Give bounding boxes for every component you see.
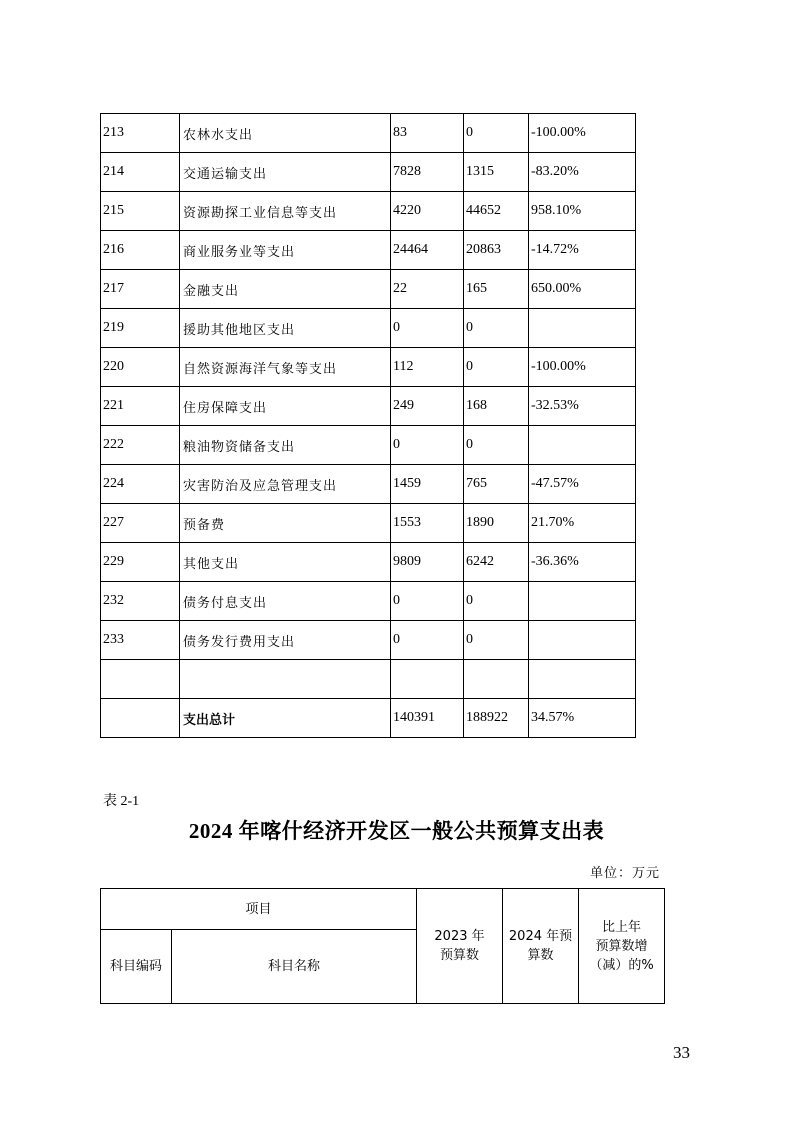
unit-label: 单位：万元 [589,866,660,881]
cell-change [529,660,636,699]
cell-name: 金融支出 [180,270,391,309]
change-header-line1: 比上年 [602,919,642,935]
y2023-header-line1: 2023 年 [434,929,485,944]
cell-name: 灾害防治及应急管理支出 [180,465,391,504]
cell-name: 其他支出 [180,543,391,582]
cell-code: 214 [101,153,180,192]
cell-name: 债务付息支出 [180,582,391,621]
cell-2023: 9809 [391,543,464,582]
table-row [101,387,636,426]
cell-name: 粮油物资储备支出 [180,426,391,465]
table-row [101,426,636,465]
cell-2023: 112 [391,348,464,387]
change-header-line2: 预算数增 [595,938,648,954]
cell-2024: 6242 [464,543,529,582]
cell-2023: 83 [391,114,464,153]
item-header: 项目 [101,889,417,930]
cell-code: 229 [101,543,180,582]
cell-2024: 188922 [464,699,529,738]
expenditure-table-continued [100,113,636,738]
cell-change: -83.20% [529,153,636,192]
change-header-line3: （减）的% [589,957,654,973]
table-row [101,504,636,543]
change-header [579,889,665,1004]
table-row [101,348,636,387]
cell-change: -47.57% [529,465,636,504]
cell-name: 债务发行费用支出 [180,621,391,660]
cell-2023: 0 [391,426,464,465]
cell-2024: 1890 [464,504,529,543]
cell-2024: 20863 [464,231,529,270]
cell-2023: 0 [391,309,464,348]
cell-2024: 0 [464,426,529,465]
cell-2023: 140391 [391,699,464,738]
cell-name: 农林水支出 [180,114,391,153]
expenditure-table-header [100,888,665,1004]
cell-2024: 0 [464,621,529,660]
cell-change [529,426,636,465]
table-row [101,114,636,153]
table-caption: 表 2-1 [103,794,140,809]
cell-code: 213 [101,114,180,153]
total-row [101,699,636,738]
cell-2023: 4220 [391,192,464,231]
y2024-header [503,889,579,1004]
cell-change [529,621,636,660]
cell-2023: 0 [391,582,464,621]
cell-2024: 0 [464,582,529,621]
cell-2023: 22 [391,270,464,309]
cell-2024: 0 [464,114,529,153]
cell-2023: 1459 [391,465,464,504]
cell-name: 商业服务业等支出 [180,231,391,270]
cell-2024: 0 [464,348,529,387]
page-title: 2024 年喀什经济开发区一般公共预算支出表 [188,819,605,843]
cell-2024 [464,660,529,699]
cell-2024: 44652 [464,192,529,231]
cell-name: 住房保障支出 [180,387,391,426]
cell-2023: 1553 [391,504,464,543]
cell-change: -32.53% [529,387,636,426]
cell-change [529,309,636,348]
cell-code: 224 [101,465,180,504]
cell-2024: 1315 [464,153,529,192]
cell-change: 21.70% [529,504,636,543]
table-row [101,660,636,699]
cell-change: -100.00% [529,348,636,387]
cell-code: 215 [101,192,180,231]
cell-code: 232 [101,582,180,621]
cell-name [180,660,391,699]
table-row [101,192,636,231]
cell-code [101,699,180,738]
y2024-header-line1: 2024 年预 [508,929,573,944]
page-number: 33 [673,1043,690,1062]
cell-change: -100.00% [529,114,636,153]
cell-code: 221 [101,387,180,426]
cell-change: 958.10% [529,192,636,231]
name-header: 科目名称 [172,930,417,1004]
cell-code [101,660,180,699]
cell-2024: 165 [464,270,529,309]
cell-change: -14.72% [529,231,636,270]
cell-name: 支出总计 [180,699,391,738]
cell-name: 交通运输支出 [180,153,391,192]
cell-name: 援助其他地区支出 [180,309,391,348]
cell-2023: 249 [391,387,464,426]
table-row [101,465,636,504]
cell-code: 220 [101,348,180,387]
table-row [101,270,636,309]
cell-code: 222 [101,426,180,465]
y2023-header-line2: 预算数 [440,948,480,963]
cell-change: 34.57% [529,699,636,738]
code-header: 科目编码 [101,930,172,1004]
cell-code: 233 [101,621,180,660]
table-row [101,582,636,621]
table-row [101,621,636,660]
cell-2023: 24464 [391,231,464,270]
y2023-header [417,889,503,1004]
cell-2023: 7828 [391,153,464,192]
table-row [101,231,636,270]
y2024-header-line2: 算数 [527,948,554,963]
cell-name: 预备费 [180,504,391,543]
cell-2024: 765 [464,465,529,504]
cell-code: 219 [101,309,180,348]
cell-code: 217 [101,270,180,309]
cell-change: 650.00% [529,270,636,309]
table-row [101,309,636,348]
cell-2023 [391,660,464,699]
table-row [101,543,636,582]
table-row [101,153,636,192]
cell-name: 自然资源海洋气象等支出 [180,348,391,387]
cell-change [529,582,636,621]
cell-code: 216 [101,231,180,270]
cell-2024: 0 [464,309,529,348]
cell-name: 资源勘探工业信息等支出 [180,192,391,231]
cell-change: -36.36% [529,543,636,582]
cell-code: 227 [101,504,180,543]
cell-2024: 168 [464,387,529,426]
cell-2023: 0 [391,621,464,660]
